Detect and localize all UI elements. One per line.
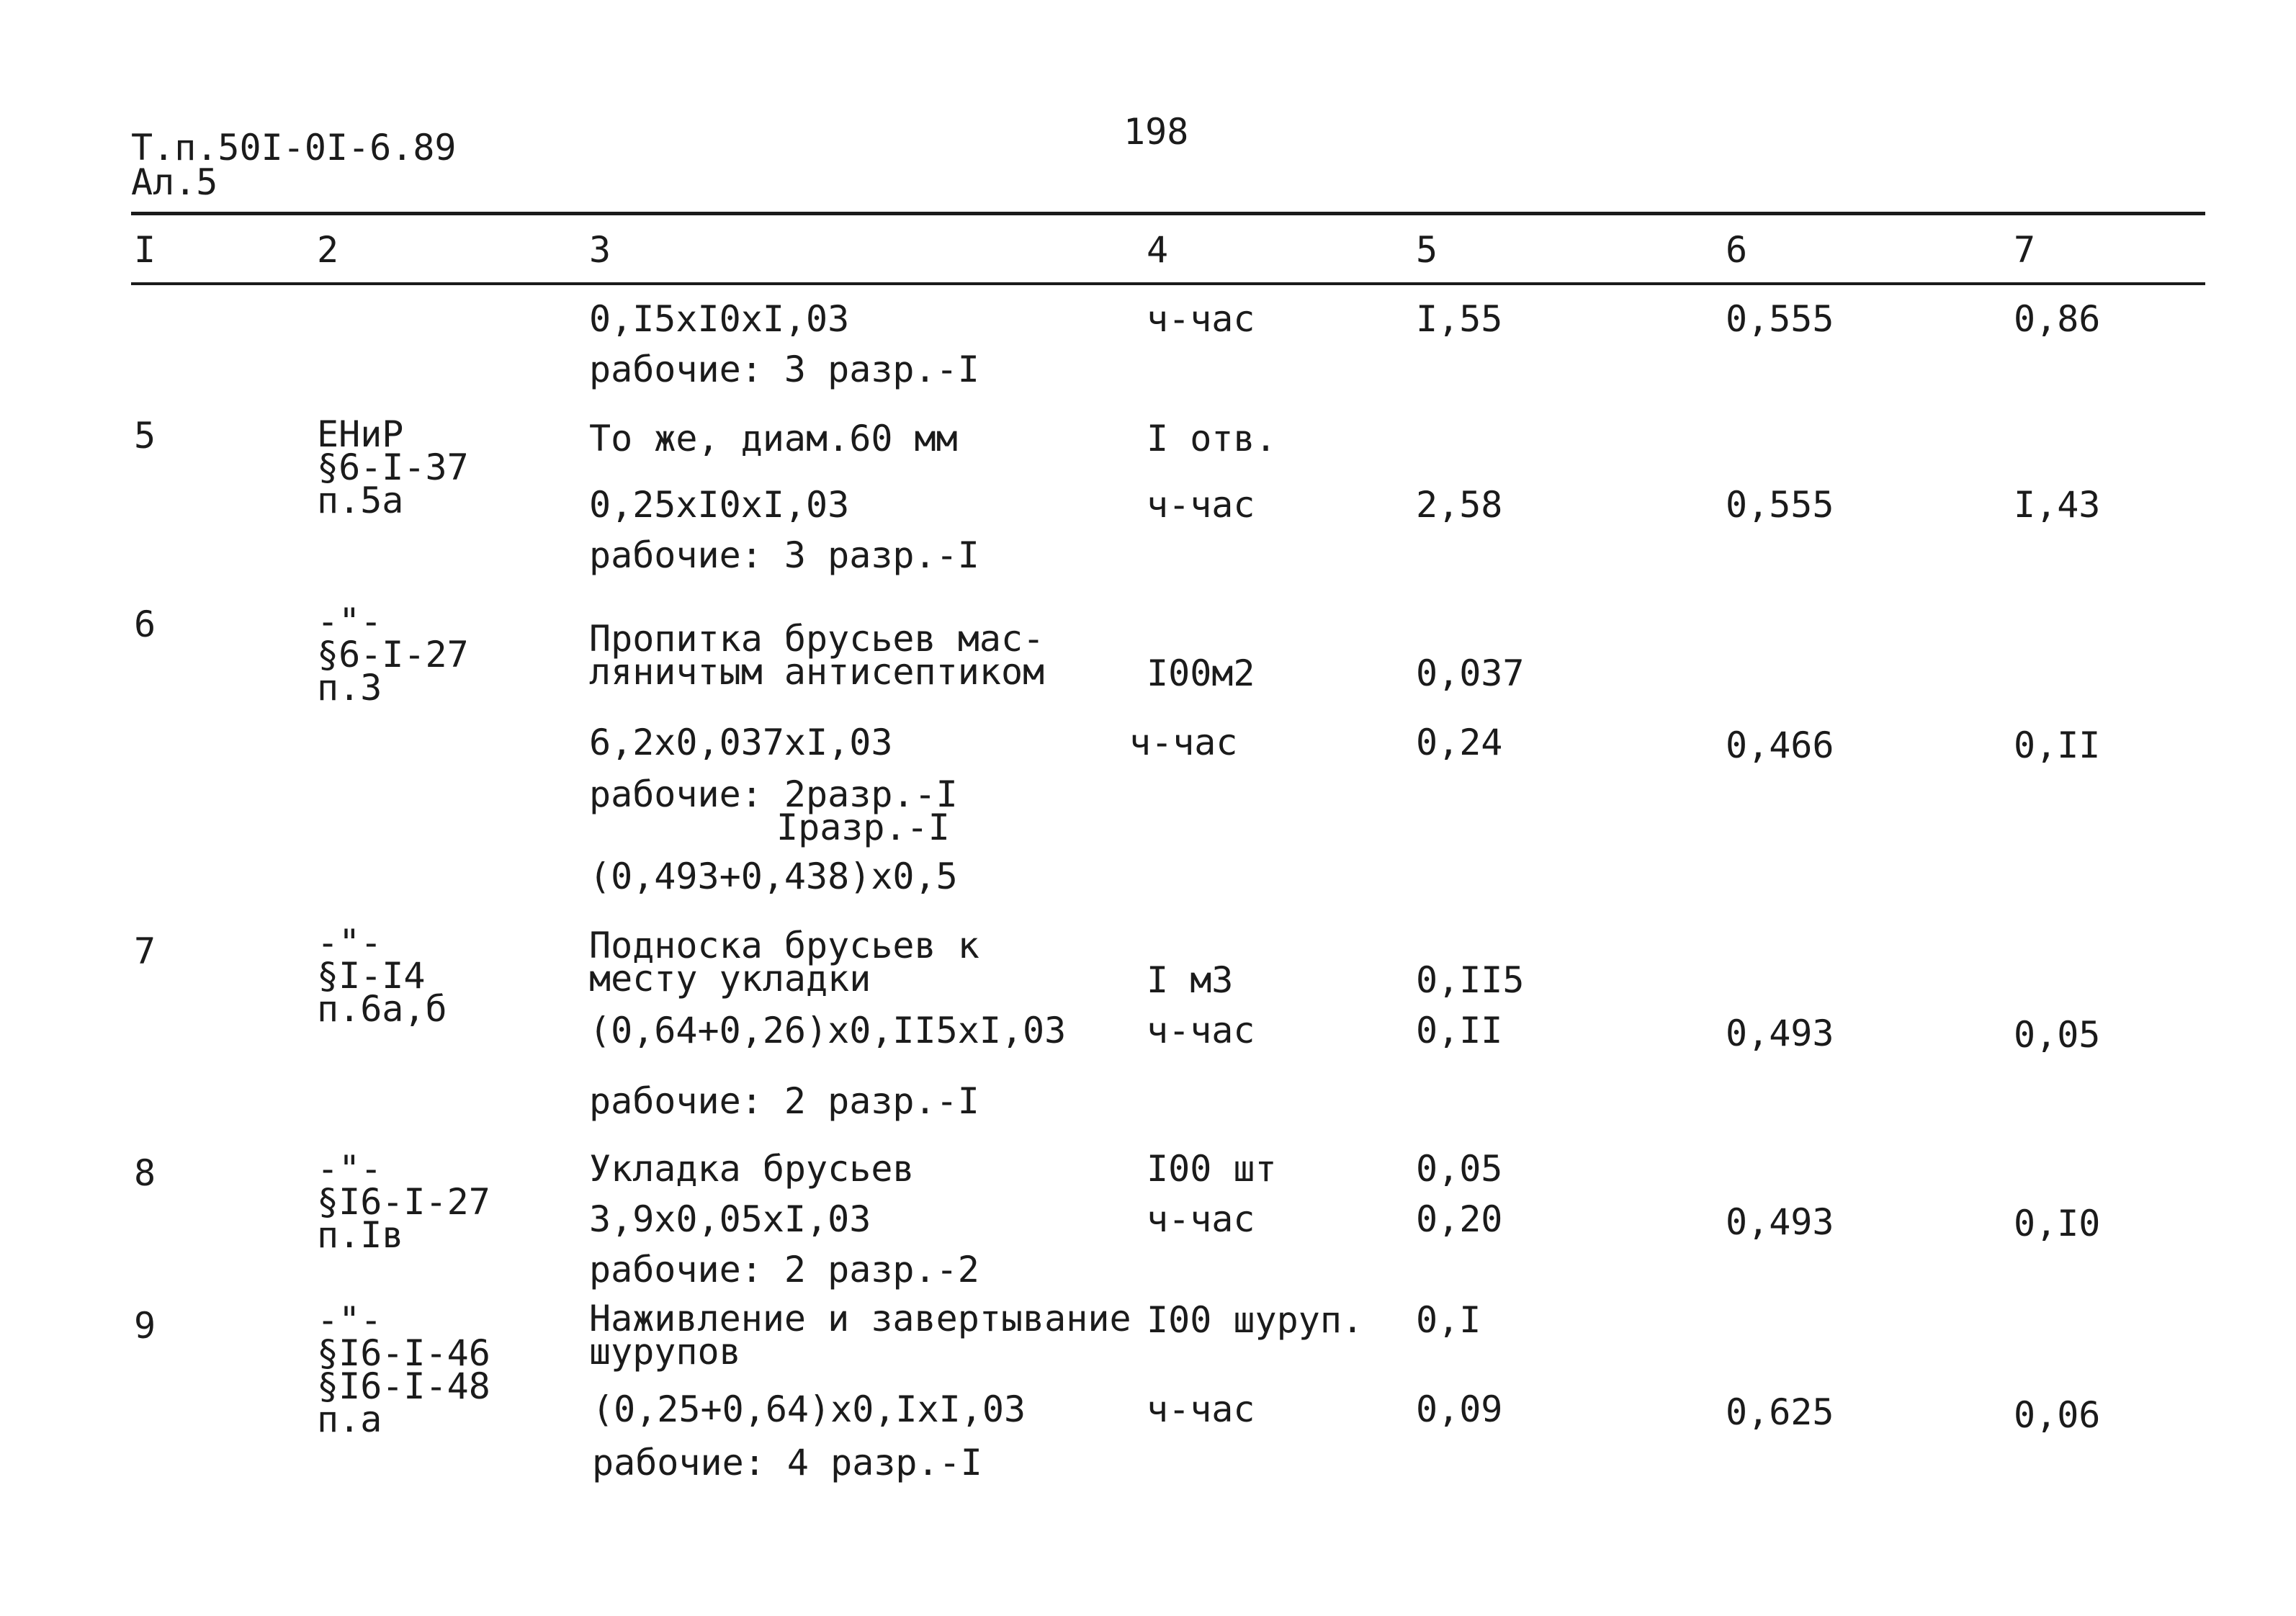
unit: ч-час [1147, 484, 1255, 526]
cost-value: 0,I0 [2014, 1203, 2101, 1244]
workers-note: рабочие: 2 разр.-2 [589, 1249, 979, 1290]
reference-item: п.Iв [317, 1214, 404, 1256]
column-number-1: I [134, 229, 156, 271]
norm-reference [317, 1299, 490, 1440]
norm-value: I,55 [1416, 298, 1503, 340]
table-top-rule [131, 212, 2205, 215]
album-number: Ал.5 [131, 161, 218, 203]
reference-item: п.а [317, 1399, 382, 1440]
page-number: 198 [1124, 111, 1189, 153]
norm-value: 0,037 [1416, 652, 1525, 694]
calc-formula: 0,25xI0xI,03 [589, 484, 850, 526]
norm-value: 0,24 [1416, 722, 1503, 763]
reference-section: §6-I-37 [317, 446, 469, 488]
work-description: Укладка брусьев [589, 1148, 915, 1190]
row-number: 6 [134, 603, 156, 645]
reference-source: -"- [317, 1148, 382, 1190]
unit: I отв. [1147, 418, 1277, 459]
reference-item: п.5а [317, 480, 404, 521]
table-header-rule [131, 282, 2205, 285]
workers-note: рабочие: 2разр.-I [589, 773, 958, 815]
cost-value: 0,05 [2014, 1014, 2101, 1056]
cost-value: 0,86 [2014, 298, 2101, 340]
unit: ч-час [1147, 298, 1255, 340]
rate-value: 0,555 [1726, 298, 1834, 340]
reference-source: ЕНиР [317, 413, 404, 455]
cost-value: 0,06 [2014, 1394, 2101, 1436]
norm-reference [317, 922, 447, 1030]
norm-value: 0,II5 [1416, 959, 1525, 1001]
reference-section: §I6-I-46 [317, 1332, 490, 1374]
norm-value: 0,09 [1416, 1388, 1503, 1430]
workers-note: рабочие: 2 разр.-I [589, 1080, 979, 1122]
unit: ч-час [1129, 722, 1238, 763]
rate-value: 0,466 [1726, 724, 1834, 766]
work-description: Наживление и завертывание шурупов [589, 1298, 1131, 1373]
rate-value: 0,625 [1726, 1391, 1834, 1433]
norm-value: 0,05 [1416, 1148, 1503, 1190]
calc-formula: 6,2x0,037xI,03 [589, 722, 893, 763]
unit: ч-час [1147, 1198, 1255, 1240]
column-number-2: 2 [317, 229, 339, 271]
column-number-4: 4 [1147, 229, 1169, 271]
reference-section: §I6-I-27 [317, 1181, 490, 1223]
row-number: 9 [134, 1305, 156, 1347]
calc-formula: 3,9x0,05xI,03 [589, 1198, 871, 1240]
work-description: Пропитка брусьев мас- ляничтым антисептиком [589, 618, 1045, 693]
workers-note: рабочие: 4 разр.-I [592, 1442, 982, 1483]
norm-reference [317, 601, 469, 709]
norm-value: 2,58 [1416, 484, 1503, 526]
reference-source: -"- [317, 922, 382, 964]
unit: I м3 [1147, 959, 1234, 1001]
row-number: 7 [134, 930, 156, 972]
norm-value: 0,II [1416, 1010, 1503, 1051]
workers-note: Iразр.-I [776, 807, 950, 848]
column-number-5: 5 [1416, 229, 1438, 271]
rate-value: 0,493 [1726, 1201, 1834, 1243]
reference-source: -"- [317, 601, 382, 642]
workers-note: рабочие: 3 разр.-I [589, 349, 979, 390]
reference-source: -"- [317, 1299, 382, 1341]
work-description: То же, диам.60 мм [589, 418, 958, 459]
norm-reference [317, 1148, 490, 1256]
work-description: Подноска брусьев к месту укладки [589, 925, 979, 1000]
row-number: 5 [134, 415, 156, 457]
rate-value: 0,493 [1726, 1013, 1834, 1054]
unit: I00 шуруп. [1147, 1299, 1364, 1341]
norm-reference [317, 413, 469, 521]
unit: ч-час [1147, 1388, 1255, 1430]
calc-formula: 0,I5xI0xI,03 [589, 298, 850, 340]
unit: I00м2 [1147, 652, 1255, 694]
calc-formula: (0,493+0,438)x0,5 [589, 856, 958, 897]
workers-note: рабочие: 3 разр.-I [589, 534, 979, 576]
cost-value: 0,II [2014, 724, 2101, 766]
column-number-6: 6 [1726, 229, 1748, 271]
norm-value: 0,20 [1416, 1198, 1503, 1240]
norm-value: 0,I [1416, 1299, 1481, 1341]
calc-formula: (0,64+0,26)x0,II5xI,03 [589, 1010, 1067, 1051]
unit: ч-час [1147, 1010, 1255, 1051]
column-number-7: 7 [2014, 229, 2036, 271]
rate-value: 0,555 [1726, 484, 1834, 526]
calc-formula: (0,25+0,64)x0,IxI,03 [592, 1388, 1026, 1430]
cost-value: I,43 [2014, 484, 2101, 526]
row-number: 8 [134, 1152, 156, 1194]
column-number-3: 3 [589, 229, 611, 271]
reference-section: §I-I4 [317, 955, 426, 997]
unit: I00 шт [1147, 1148, 1277, 1190]
reference-item: п.6а,б [317, 988, 447, 1030]
document-code: Т.п.50I-0I-6.89 [131, 127, 457, 169]
reference-item: п.3 [317, 667, 382, 709]
reference-section-2: §I6-I-48 [317, 1365, 490, 1407]
reference-section: §6-I-27 [317, 634, 469, 675]
